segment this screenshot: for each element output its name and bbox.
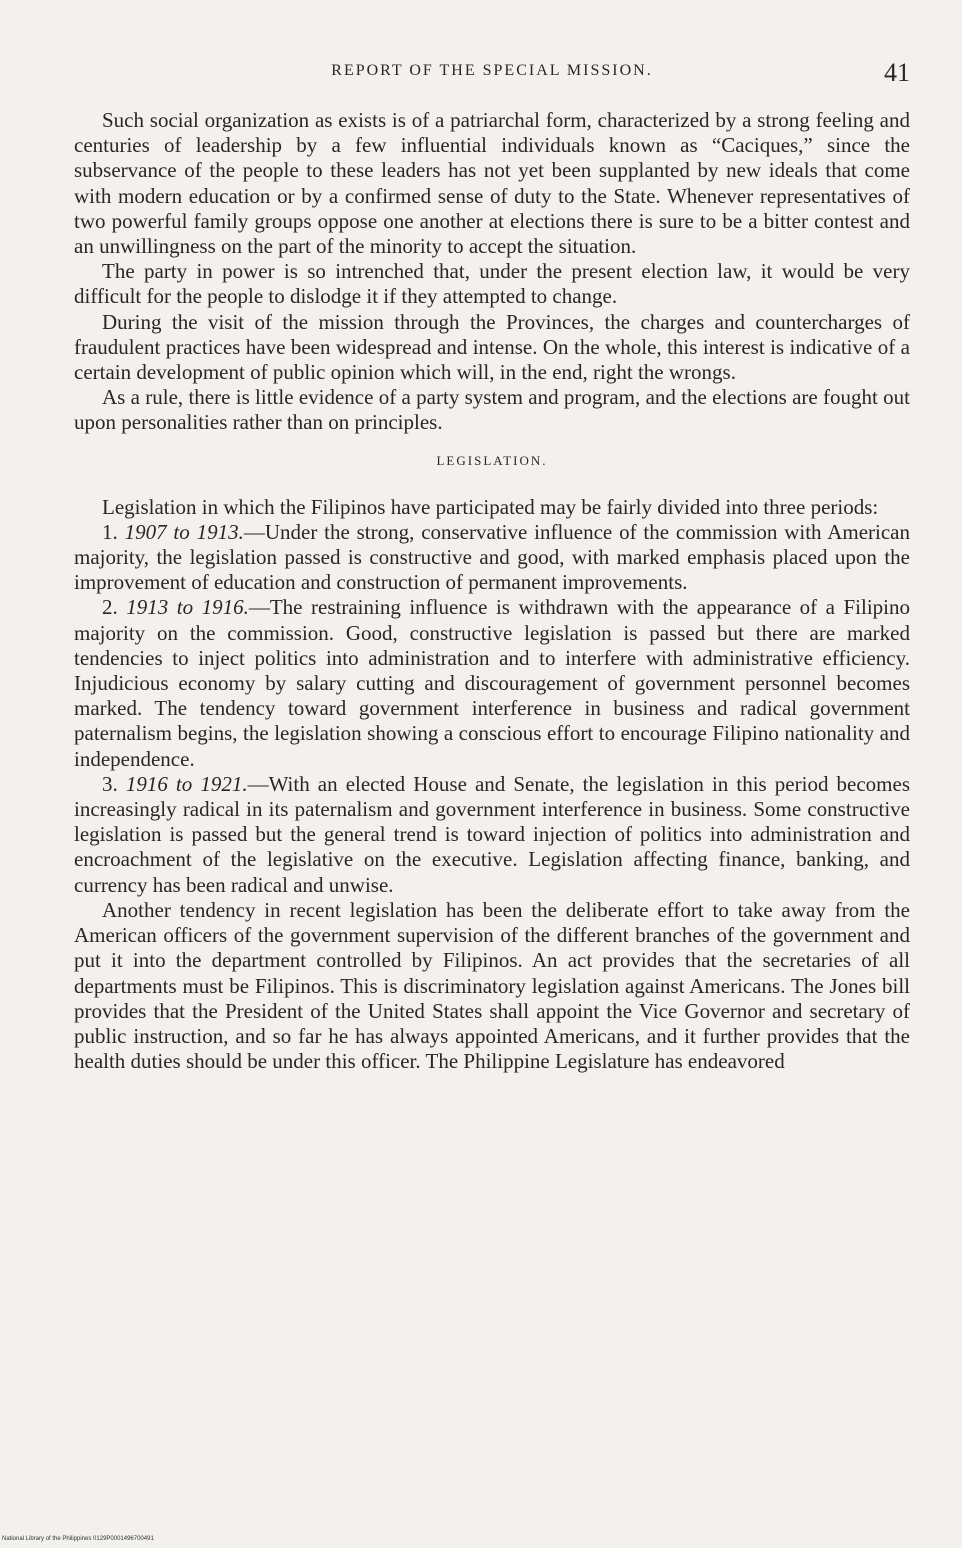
period-years: 1913 to 1916. xyxy=(126,595,249,620)
scan-source-note: National Library of the Philippines 0129P0001496700491 xyxy=(2,1536,154,1542)
running-title: REPORT OF THE SPECIAL MISSION. xyxy=(331,62,653,79)
period-text: —The restraining influence is withdrawn with the appearance of a Filipino majority on the commission. Good, constructive legislation is passed but there are marked tendencies to inject politics into administration and to interfere with administrative efficiency. Injudicious economy by salary cutting and discouragement of government personnel becomes marked. The tendency toward government interference in business and radical government paternalism begins, the legislation showing a conscious effort to encourage Filipino nationality and independence. xyxy=(74,595,911,771)
paragraph-social-organization: Such social organization as exists is of a patriarchal form, characterized by a strong feeling and centuries of leadership by a few influential individuals known as “Caciques,” since the subservance of the people to these leaders has not yet been supplanted by new ideals that come with modern education or by a confirmed sense of duty to the State. Whenever representatives of two powerful family groups oppose one another at elections there is sure to be a bitter contest and an unwillingness on the part of the minority to accept the situation. xyxy=(74,108,910,259)
section-heading-legislation: LEGISLATION. xyxy=(436,452,548,468)
period-number: 2. xyxy=(102,595,118,620)
period-years: 1907 to 1913. xyxy=(124,519,244,544)
page-number: 41 xyxy=(884,58,910,87)
paragraph-party-in-power: The party in power is so intrenched that, under the present election law, it would be very difficult for the people to dislodge it if they attempted to change. xyxy=(74,259,910,309)
paragraph-recent-tendency: Another tendency in recent legislation has been the deliberate effort to take away from the American officers of the government supervision of the different branches of the government and put it into the department controlled by Filipinos. An act provides that the secretaries of all departments must be Filipinos. This is discriminatory legislation against Americans. The Jones bill provides that the President of the United States shall appoint the Vice Governor and secretary of public instruction, and so far he has always appointed Americans, and it further provides that the health duties should be under this officer. The Philippine Legislature has endeavored xyxy=(74,897,910,1074)
period-item-1 xyxy=(74,520,910,596)
period-item-3 xyxy=(74,772,910,898)
period-text: —With an elected House and Senate, the legislation in this period becomes increasingly radical in its paternalism and government interference in business. Some constructive legislation is passed but the general trend is toward injection of politics into administration and encroachment of the legislative on the executive. Legislation affecting finance, banking, and currency has been radical and unwise. xyxy=(74,771,910,897)
page-header xyxy=(74,58,910,90)
paragraph-mission-visit: During the visit of the mission through the Provinces, the charges and countercharges of fraudulent practices have been widespread and intense. On the whole, this interest is indicative of a certain development of public opinion which will, in the end, right the wrongs. xyxy=(74,309,910,385)
period-item-2 xyxy=(74,595,910,771)
period-text: —Under the strong, conservative influence of the commission with American majority, the legislation passed is constructive and good, with marked emphasis placed upon the improvement of education and construction of permanent improvements. xyxy=(74,519,911,595)
period-number: 1. xyxy=(102,519,118,544)
paragraph-party-system: As a rule, there is little evidence of a party system and program, and the elections are fought out upon personalities rather than on principles. xyxy=(74,385,910,435)
period-number: 3. xyxy=(102,771,118,796)
body-text xyxy=(74,108,910,1074)
period-years: 1916 to 1921. xyxy=(125,771,248,796)
paragraph-legislation-intro: Legislation in which the Filipinos have participated may be fairly divided into three periods: xyxy=(102,494,879,519)
